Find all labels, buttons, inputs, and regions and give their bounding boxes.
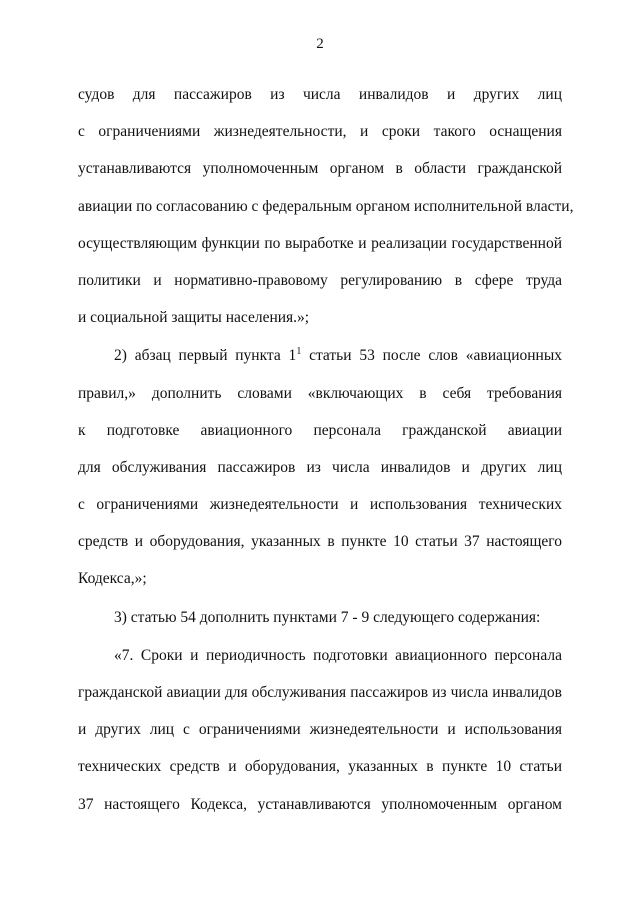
- superscript-1: 1: [296, 346, 302, 358]
- text-line-6: политики и нормативно-правовому регулированию в сфере труда: [78, 271, 562, 289]
- text-line-14: Кодекса,»;: [78, 570, 147, 588]
- text-line-19: технических средств и оборудования, указанных в пункте 10 статьи: [78, 758, 562, 776]
- text-line-10: к подготовке авиационного персонала гражданской авиации: [78, 421, 562, 439]
- document-body: [78, 76, 574, 823]
- text-line-12: с ограничениями жизнедеятельности и использования технических: [78, 496, 562, 514]
- text-line-13: средств и оборудования, указанных в пункте 10 статьи 37 настоящего: [78, 533, 562, 551]
- text-line-17: гражданской авиации для обслуживания пассажиров из числа инвалидов: [78, 684, 562, 701]
- text-line-9: правил,» дополнить словами «включающих в себя требования: [78, 384, 562, 402]
- paragraph-3-line-1: 3) статью 54 дополнить пунктами 7 - 9 следующего содержания:: [114, 608, 541, 626]
- text-line-1: судов для пассажиров из числа инвалидов и других лиц: [78, 86, 562, 103]
- paragraph-4-line-1: «7. Сроки и периодичность подготовки авиационного персонала: [114, 646, 562, 664]
- text-line-20: 37 настоящего Кодекса, устанавливаются уполномоченным органом: [78, 795, 562, 813]
- text-line-4: авиации по согласованию с федеральным органом исполнительной власти,: [78, 197, 574, 215]
- text-line-11: для обслуживания пассажиров из числа инвалидов и других лиц: [78, 458, 562, 476]
- paragraph-2-start: 2) абзац первый пункта 1: [114, 347, 297, 365]
- text-line-18: и других лиц с ограничениями жизнедеятельности и использования: [78, 721, 562, 739]
- paragraph-2-rest: статьи 53 после слов «авиационных: [301, 347, 562, 365]
- text-line-5: осуществляющим функции по выработке и реализации государственной: [78, 234, 562, 252]
- text-line-3: устанавливаются уполномоченным органом в области гражданской: [78, 160, 562, 178]
- paragraph-2-line-1: [78, 337, 562, 374]
- text-line-2: с ограничениями жизнедеятельности, и сроки такого оснащения: [78, 123, 562, 141]
- text-line-7: и социальной защиты населения.»;: [78, 309, 310, 327]
- page-number: 2: [316, 36, 324, 52]
